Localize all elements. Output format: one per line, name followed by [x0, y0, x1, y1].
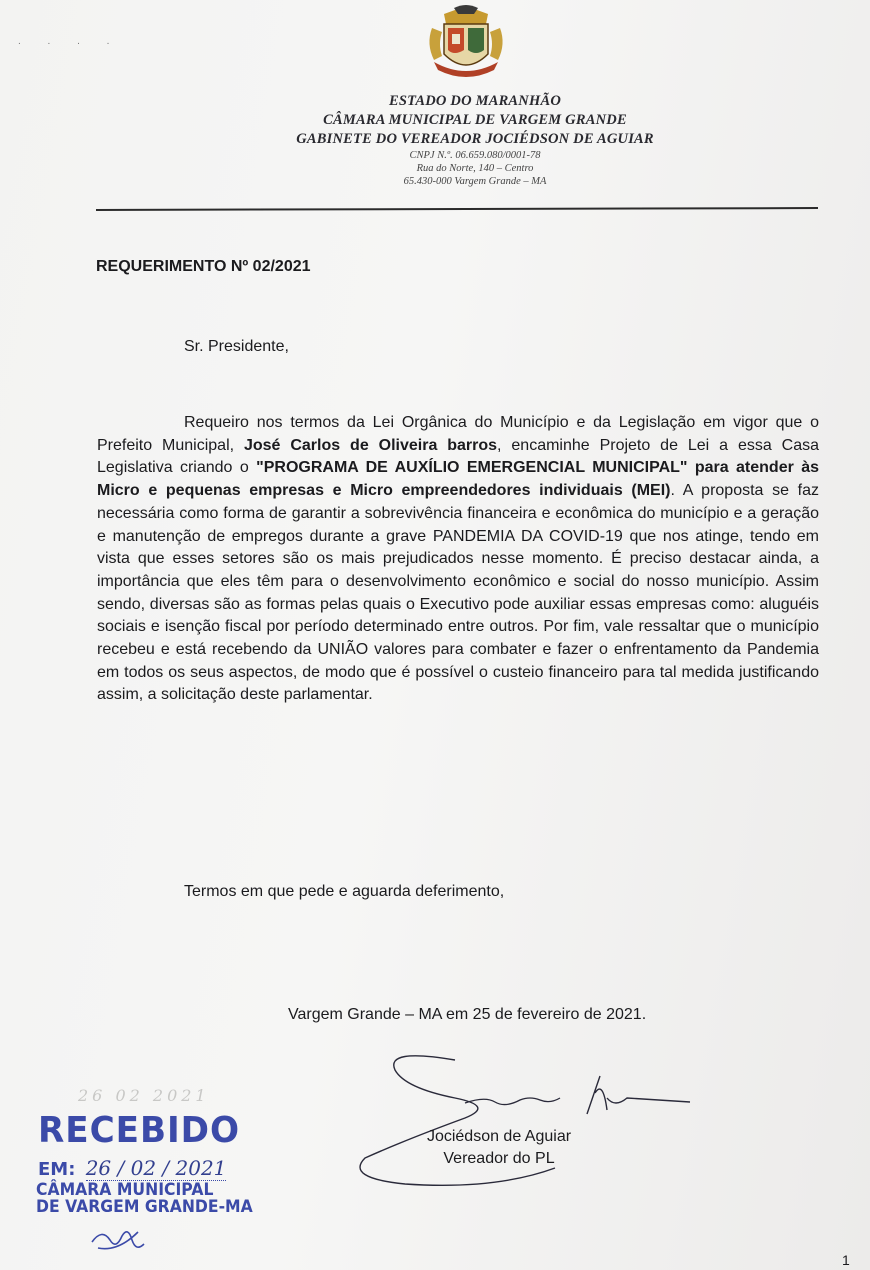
handwritten-signature-icon [345, 1048, 705, 1193]
signatory-block [413, 1126, 585, 1170]
document-number: REQUERIMENTO Nº 02/2021 [96, 258, 311, 275]
stamp-org-line-1: CÂMARA MUNICIPAL [36, 1180, 214, 1200]
letterhead-office: GABINETE DO VEREADOR JOCIÉDSON DE AGUIAR [296, 131, 654, 147]
header-divider [96, 207, 818, 211]
body-text-part-2: , encaminhe Projeto de Lei a essa Casa Legislativa criando o [97, 436, 819, 477]
letterhead-city: 65.430-000 Vargem Grande – MA [403, 176, 547, 187]
letterhead-street: Rua do Norte, 140 – Centro [416, 163, 534, 174]
letterhead [230, 92, 720, 188]
stamp-organization [36, 1182, 253, 1216]
body-text-part-3: . A proposta se faz necessária como forma de garantir a sobrevivência financeira e econômica do município e a geração e manutenção de empregos durante a grave PANDEMIA DA COVID-19 que nos atinge, tendo em vista que esses setores são os mais prejudicados nesse momento. É preciso destacar ainda, a importância que eles têm para o desenvolvimento econômico e social do nosso município. Assim sendo, diversas são as formas pelas quais o Executivo pode auxiliar essas empresas como: aluguéis sociais e isenção fiscal por período determinado entre outros. Por fim, vale ressaltar que o município recebeu e está recebendo da UNIÃO valores para combater e fazer o enfrentamento da Pandemia em todos os seus aspectos, de modo que é possível o custeio financeiro para tal medida justificando assim, a solicitação deste parlamentar. [97, 482, 820, 704]
letterhead-cnpj: CNPJ N.º. 06.659.080/0001-78 [409, 150, 541, 161]
stamp-title: RECEBIDO [38, 1110, 241, 1151]
stamp-date-row [38, 1156, 226, 1180]
place-and-date: Vargem Grande – MA em 25 de fevereiro de 2021. [288, 1006, 647, 1023]
letterhead-state: ESTADO DO MARANHÃO [389, 93, 561, 109]
body-text-part-1: Requeiro nos termos da Lei Orgânica do Município e da Legislação em vigor que o Prefeito Municipal, [97, 414, 819, 454]
stamp-date-value: 26 / 02 / 2021 [85, 1156, 227, 1180]
signatory-role: Vereador do PL [443, 1150, 555, 1167]
faint-stamp-date: 26 02 2021 [78, 1086, 210, 1105]
page-number: 1 [842, 1252, 850, 1268]
program-name: "PROGRAMA DE AUXÍLIO EMERGENCIAL MUNICIPAL" para atender às Micro e pequenas empresas e Micro empreendedores individuais (MEI) [97, 459, 820, 500]
municipal-coat-of-arms-icon [424, 4, 508, 80]
received-stamp [30, 1080, 290, 1270]
stamp-initials-signature-icon [88, 1222, 148, 1256]
stamp-date-label: EM: [38, 1159, 76, 1180]
mayor-name: José Carlos de Oliveira barros [243, 436, 498, 454]
closing-line: Termos em que pede e aguarda deferimento, [184, 883, 505, 900]
salutation: Sr. Presidente, [184, 338, 289, 355]
signatory-name: Jociédson de Aguiar [426, 1128, 572, 1145]
letterhead-chamber: CÂMARA MUNICIPAL DE VARGEM GRANDE [323, 112, 627, 128]
request-body-paragraph [97, 412, 819, 707]
stamp-org-line-2: DE VARGEM GRANDE-MA [36, 1197, 253, 1217]
paper-specks: . . . . [18, 36, 122, 47]
